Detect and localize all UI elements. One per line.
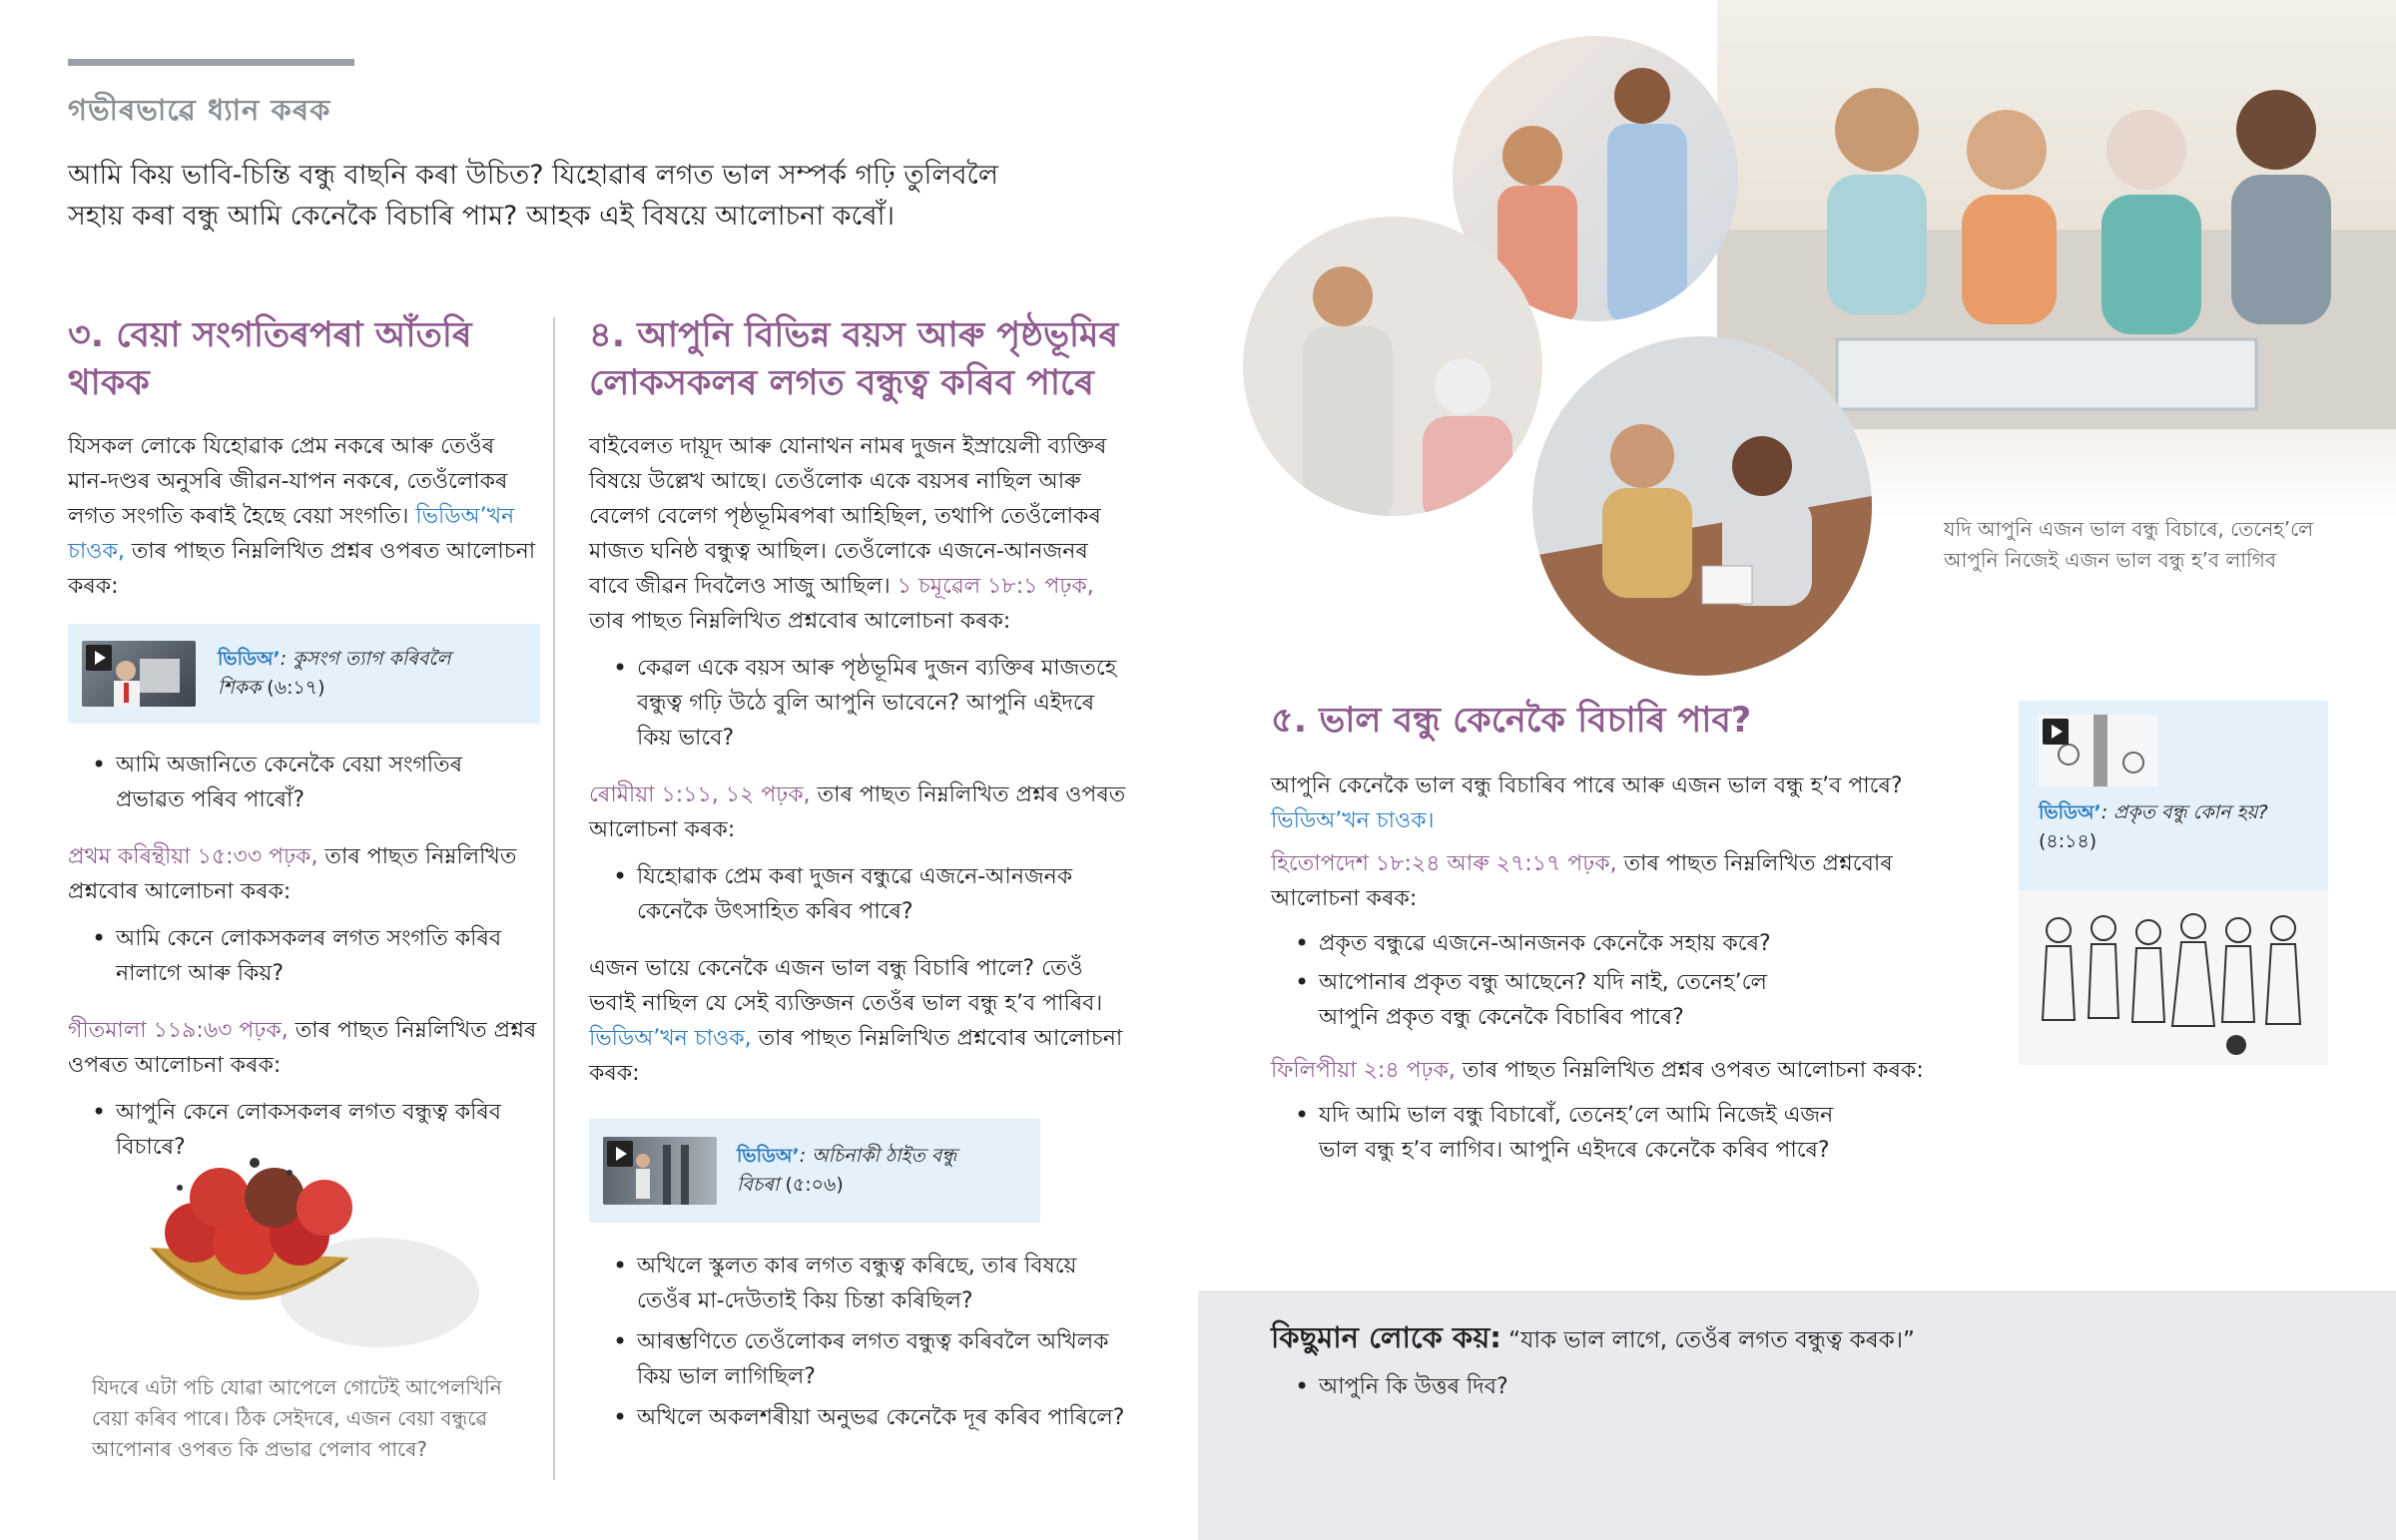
question-bullet: • যদি আমি ভাল বন্ধু বিচাৰোঁ, তেনেহ’লে আমি নিজেই এজন ভাল বন্ধু হ’ব লাগিব। আপুনি এইদৰে কেনেকৈ কৰিব পাৰে? bbox=[1271, 1098, 1878, 1168]
question-bullet: • আমি কেনে লোকসকলৰ লগত সংগতি কৰিব নালাগে আৰু কিয়? bbox=[68, 921, 537, 991]
scripture-reference: প্ৰথম কৰিন্থীয়া ১৫:৩৩ পঢ়ক, তাৰ পাছত নিম্নলিখিত প্ৰশ্নবোৰ আলোচনা কৰক: bbox=[68, 844, 517, 904]
section-4-paragraph-2: এজন ভায়ে কেনেকৈ এজন ভাল বন্ধু বিচাৰি পালে? তেওঁ ভবাই নাছিল যে সেই ব্যক্তিজন তেওঁৰ ভাল বন্ধু হ’ব পাৰিব। ভিডিঅ’খন চাওক, তাৰ পাছত নিম্নলিখিত প্ৰশ্নবোৰ আলোচনা কৰক: bbox=[589, 956, 1123, 1086]
video-link[interactable]: ভিডিঅ’খন চাওক, bbox=[68, 504, 515, 564]
video-thumbnail[interactable] bbox=[603, 1137, 717, 1205]
section-4 bbox=[589, 311, 1128, 1435]
column-divider bbox=[553, 317, 555, 1480]
play-icon[interactable] bbox=[86, 645, 112, 671]
question-bullet: • আপুনি কি উত্তৰ দিব? bbox=[1271, 1369, 2018, 1404]
video-thumbnail[interactable] bbox=[2039, 715, 2158, 786]
some-people-say: কিছুমান লোকে কয়: “যাক ভাল লাগে, তেওঁৰ লগত বন্ধুত্ব কৰক।” bbox=[1271, 1320, 1915, 1354]
comforting-friend-circle-image bbox=[1532, 336, 1872, 676]
section-5-paragraph: আপুনি কেনেকৈ ভাল বন্ধু বিচাৰিব পাৰে আৰু এজন ভাল বন্ধু হ’ব পাৰে? ভিডিঅ’খন চাওক। bbox=[1271, 773, 1903, 833]
scripture-reference: ফিলিপীয়া ২:৪ পঢ়ক, তাৰ পাছত নিম্নলিখিত প্ৰশ্নৰ ওপৰত আলোচনা কৰক: bbox=[1271, 1058, 1924, 1083]
video-title: ভিডিঅ’: প্ৰকৃত বন্ধু কোন হয়? (৪:১৪) bbox=[2039, 801, 2268, 852]
header-rule bbox=[68, 59, 354, 66]
sketch-people-image bbox=[2019, 890, 2328, 1065]
section-3-heading: ৩. বেয়া সংগতিৰপৰা আঁতৰি থাকক bbox=[68, 315, 472, 403]
play-icon[interactable] bbox=[2043, 719, 2069, 745]
visit-elderly-circle-image bbox=[1243, 217, 1542, 516]
scripture-reference: গীতমালা ১১৯:৬৩ পঢ়ক, তাৰ পাছত নিম্নলিখিত প্ৰশ্নৰ ওপৰত আলোচনা কৰক: bbox=[68, 1018, 537, 1078]
video-box-new-place[interactable] bbox=[589, 1119, 1040, 1223]
section-3-paragraph: যিসকল লোকে যিহোৱাক প্ৰেম নকৰে আৰু তেওঁৰ মান-দণ্ডৰ অনুসৰি জীৱন-যাপন নকৰে, তেওঁলোকৰ লগত সংগতি কৰাই হৈছে বেয়া সংগতি। ভিডিঅ’খন চাওক, তাৰ পাছত নিম্নলিখিত প্ৰশ্নৰ ওপৰত আলোচনা কৰক: bbox=[68, 434, 536, 599]
question-bullet: • অখিলে স্কুলত কাৰ লগত বন্ধুত্ব কৰিছে, তাৰ বিষয়ে তেওঁৰ মা-দেউতাই কিয় চিন্তা কৰিছিল? bbox=[589, 1249, 1128, 1318]
question-bullet: • আমি অজানিতে কেনেকৈ বেয়া সংগতিৰ প্ৰভাৱত পৰিব পাৰোঁ? bbox=[68, 748, 537, 817]
section-5 bbox=[1271, 697, 1930, 1168]
question-bullet: • যিহোৱাক প্ৰেম কৰা দুজন বন্ধুৱে এজনে-আনজনক কেনেকৈ উৎসাহিত কৰিব পাৰে? bbox=[589, 859, 1128, 929]
question-bullet: • আপুনি কেনে লোকসকলৰ লগত বন্ধুত্ব কৰিব বিচাৰে? bbox=[68, 1095, 537, 1165]
video-title: ভিডিঅ’: কুসংগ ত্যাগ কৰিবলৈ শিকক (৬:১৭) bbox=[218, 648, 451, 699]
apple-basket-image bbox=[140, 1118, 479, 1367]
video-link[interactable]: ভিডিঅ’খন চাওক। bbox=[1271, 808, 1435, 833]
video-box-bad-company[interactable] bbox=[68, 624, 540, 724]
section-4-heading: ৪. আপুনি বিভিন্ন বয়স আৰু পৃষ্ঠভূমিৰ লোকসকলৰ লগত বন্ধুত্ব কৰিব পাৰে bbox=[589, 315, 1119, 403]
intro-paragraph: আমি কিয় ভাবি-চিন্তি বন্ধু বাছনি কৰা উচিত? যিহোৱাৰ লগত ভাল সম্পৰ্ক গঢ়ি তুলিবলৈ সহায় কৰা বন্ধু আমি কেনেকৈ বিচাৰি পাম? আহক এই বিষয়ে আলোচনা কৰোঁ। bbox=[68, 160, 998, 232]
video-link[interactable]: ভিডিঅ’খন চাওক, bbox=[589, 1026, 752, 1051]
scripture-reference: হিতোপদেশ ১৮:২৪ আৰু ২৭:১৭ পঢ়ক, তাৰ পাছত নিম্নলিখিত প্ৰশ্নবোৰ আলোচনা কৰক: bbox=[1271, 851, 1893, 911]
question-bullet: • আৰম্ভণিতে তেওঁলোকৰ লগত বন্ধুত্ব কৰিবলৈ অখিলক কিয় ভাল লাগিছিল? bbox=[589, 1324, 1128, 1394]
video-box-true-friend[interactable] bbox=[2019, 701, 2328, 1065]
scripture-reference: ৰোমীয়া ১:১১, ১২ পঢ়ক, তাৰ পাছত নিম্নলিখিত প্ৰশ্নৰ ওপৰত আলোচনা কৰক: bbox=[589, 782, 1126, 842]
video-thumbnail[interactable] bbox=[82, 641, 196, 707]
question-bullet: • আপোনাৰ প্ৰকৃত বন্ধু আছেনে? যদি নাই, তেনেহ’লে আপুনি প্ৰকৃত বন্ধু কেনেকৈ বিচাৰিব পাৰে? bbox=[1271, 965, 1798, 1035]
section-3 bbox=[68, 311, 537, 1165]
section-4-paragraph: বাইবেলত দায়ূদ আৰু যোনাথন নামৰ দুজন ইস্ৰায়েলী ব্যক্তিৰ বিষয়ে উল্লেখ আছে। তেওঁলোক একে বয়সৰ নাছিল আৰু বেলেগ বেলেগ পৃষ্ঠভূমিৰপৰা আহিছিল, তথাপি তেওঁলোকৰ মাজত ঘনিষ্ঠ বন্ধুত্ব আছিল। তেওঁলোকে এজনে-আনজনৰ বাবে জীৱন দিবলৈও সাজু আছিল। ১ চমূৱেল ১৮:১ পঢ়ক, তাৰ পাছত নিম্নলিখিত প্ৰশ্নবোৰ আলোচনা কৰক: bbox=[589, 434, 1107, 634]
scripture-link[interactable]: ১ চমূৱেল ১৮:১ পঢ়ক, bbox=[890, 574, 1094, 599]
deep-label: গভীৰভাৱে ধ্যান কৰক bbox=[68, 93, 331, 127]
section-5-heading: ৫. ভাল বন্ধু কেনেকৈ বিচাৰি পাব? bbox=[1271, 701, 1752, 741]
play-icon[interactable] bbox=[607, 1141, 633, 1167]
question-bullet: • অখিলে অকলশৰীয়া অনুভৱ কেনেকৈ দূৰ কৰিব পাৰিলে? bbox=[589, 1400, 1128, 1435]
friends-caption: যদি আপুনি এজন ভাল বন্ধু বিচাৰে, তেনেহ’লে আপুনি নিজেই এজন ভাল বন্ধু হ’ব লাগিব bbox=[1944, 517, 2314, 572]
question-bullet: • কেৱল একে বয়স আৰু পৃষ্ঠভূমিৰ দুজন ব্যক্তিৰ মাজতহে বন্ধুত্ব গঢ়ি উঠে বুলি আপুনি ভাবেনে? আপুনি এইদৰে কিয় ভাবে? bbox=[589, 651, 1128, 756]
video-title: ভিডিঅ’: অচিনাকী ঠাইত বন্ধু বিচৰা (৫:০৬) bbox=[737, 1145, 957, 1196]
question-bullet: • প্ৰকৃত বন্ধুৱে এজনে-আনজনক কেনেকৈ সহায় কৰে? bbox=[1271, 926, 1930, 961]
apple-caption: যিদৰে এটা পচি যোৱা আপেলে গোটেই আপেলখিনি বেয়া কৰিব পাৰে। ঠিক সেইদৰে, এজন বেয়া বন্ধুৱে আপোনাৰ ওপৰত কি প্ৰভাৱ পেলাব পাৰে? bbox=[92, 1375, 502, 1461]
